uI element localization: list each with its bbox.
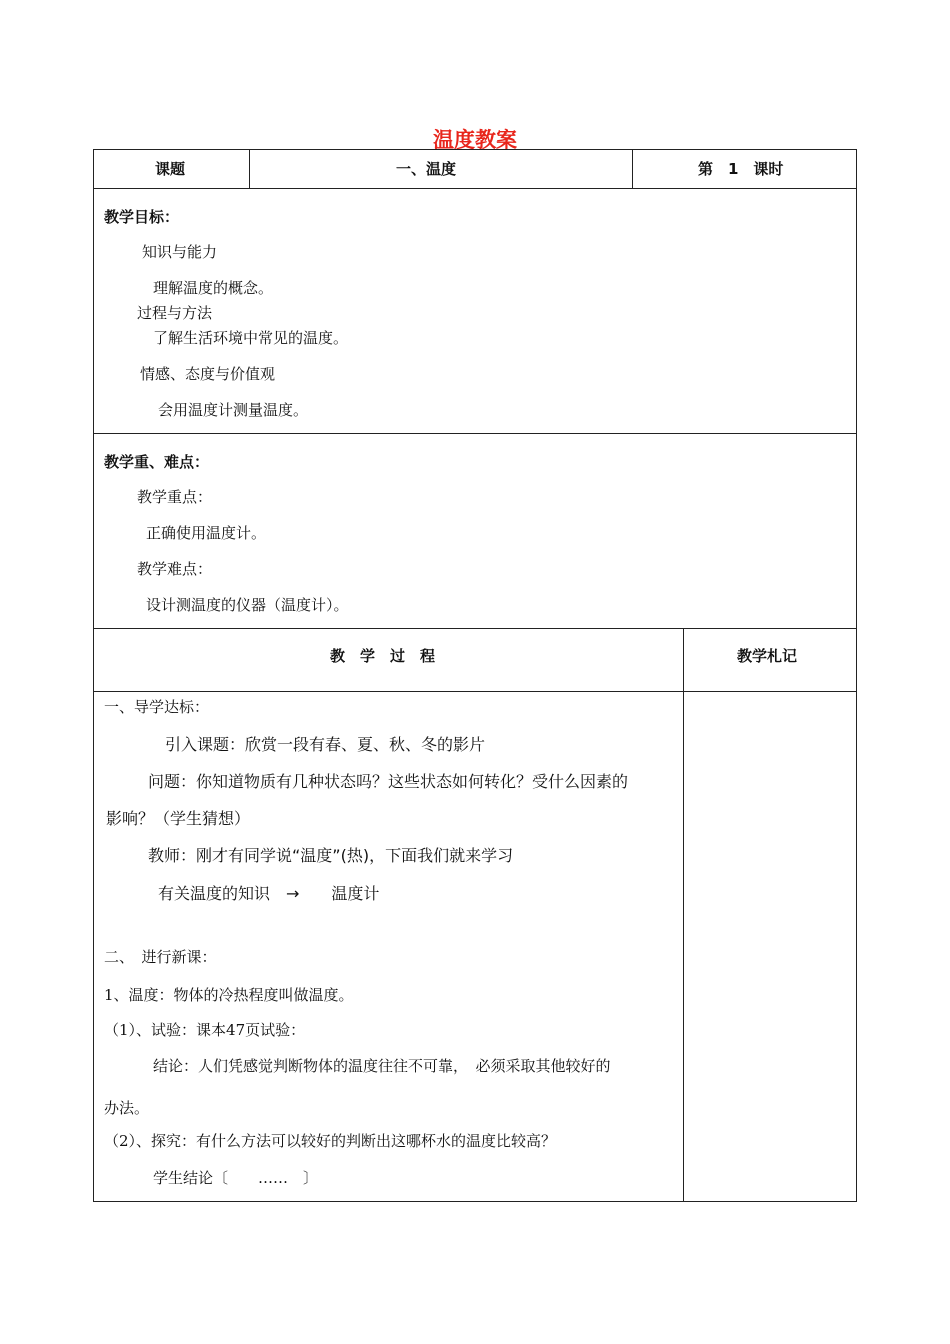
topic-label: 课题 <box>155 160 186 178</box>
objective-line: 情感、态度与价值观 <box>140 365 276 383</box>
objectives-heading: 教学目标： <box>104 208 180 226</box>
process-line: 二、 进行新课： <box>104 948 217 966</box>
divider <box>632 149 633 189</box>
objective-line: 了解生活环境中常见的温度。 <box>153 329 349 347</box>
process-line: 结论：人们凭感觉判断物体的温度往往不可靠， 必须采取其他较好的 <box>153 1057 611 1075</box>
process-line: 影响？（学生猜想） <box>106 809 251 828</box>
lesson-count: 第 1 课时 <box>698 160 784 178</box>
divider <box>249 149 250 189</box>
key-point-line: 正确使用温度计。 <box>146 524 267 542</box>
process-line: 办法。 <box>104 1099 150 1117</box>
process-line: （2）、探究：有什么方法可以较好的判断出这哪杯水的温度比较高？ <box>104 1132 557 1150</box>
key-points-heading: 教学重、难点： <box>104 453 210 471</box>
process-line: 问题：你知道物质有几种状态吗？这些状态如何转化？受什么因素的 <box>148 772 629 791</box>
notes-label: 教学札记 <box>737 647 798 665</box>
objective-line: 知识与能力 <box>142 243 218 261</box>
process-line: 有关温度的知识 → 温度计 <box>158 884 380 903</box>
key-point-line: 教学难点： <box>137 560 213 578</box>
document-title: 温度教案 <box>433 128 517 152</box>
objective-line: 过程与方法 <box>137 304 213 322</box>
objective-line: 理解温度的概念。 <box>153 279 274 297</box>
process-line: 引入课题：欣赏一段有春、夏、秋、冬的影片 <box>165 735 486 754</box>
divider <box>683 628 684 692</box>
key-point-line: 教学重点： <box>137 488 213 506</box>
topic-value: 一、温度 <box>396 160 457 178</box>
process-line: 1、温度：物体的冷热程度叫做温度。 <box>104 986 354 1004</box>
key-point-line: 设计测温度的仪器（温度计）。 <box>146 596 349 614</box>
divider <box>683 691 684 1202</box>
process-line: 一、导学达标： <box>104 698 210 716</box>
process-label: 教 学 过 程 <box>330 647 436 665</box>
process-line: 教师：刚才有同学说“温度”(热)，下面我们就来学习 <box>148 846 514 865</box>
objective-line: 会用温度计测量温度。 <box>158 401 309 419</box>
process-line: 学生结论〔 …… 〕 <box>153 1169 319 1187</box>
process-line: （1）、试验：课本47页试验： <box>104 1021 306 1039</box>
